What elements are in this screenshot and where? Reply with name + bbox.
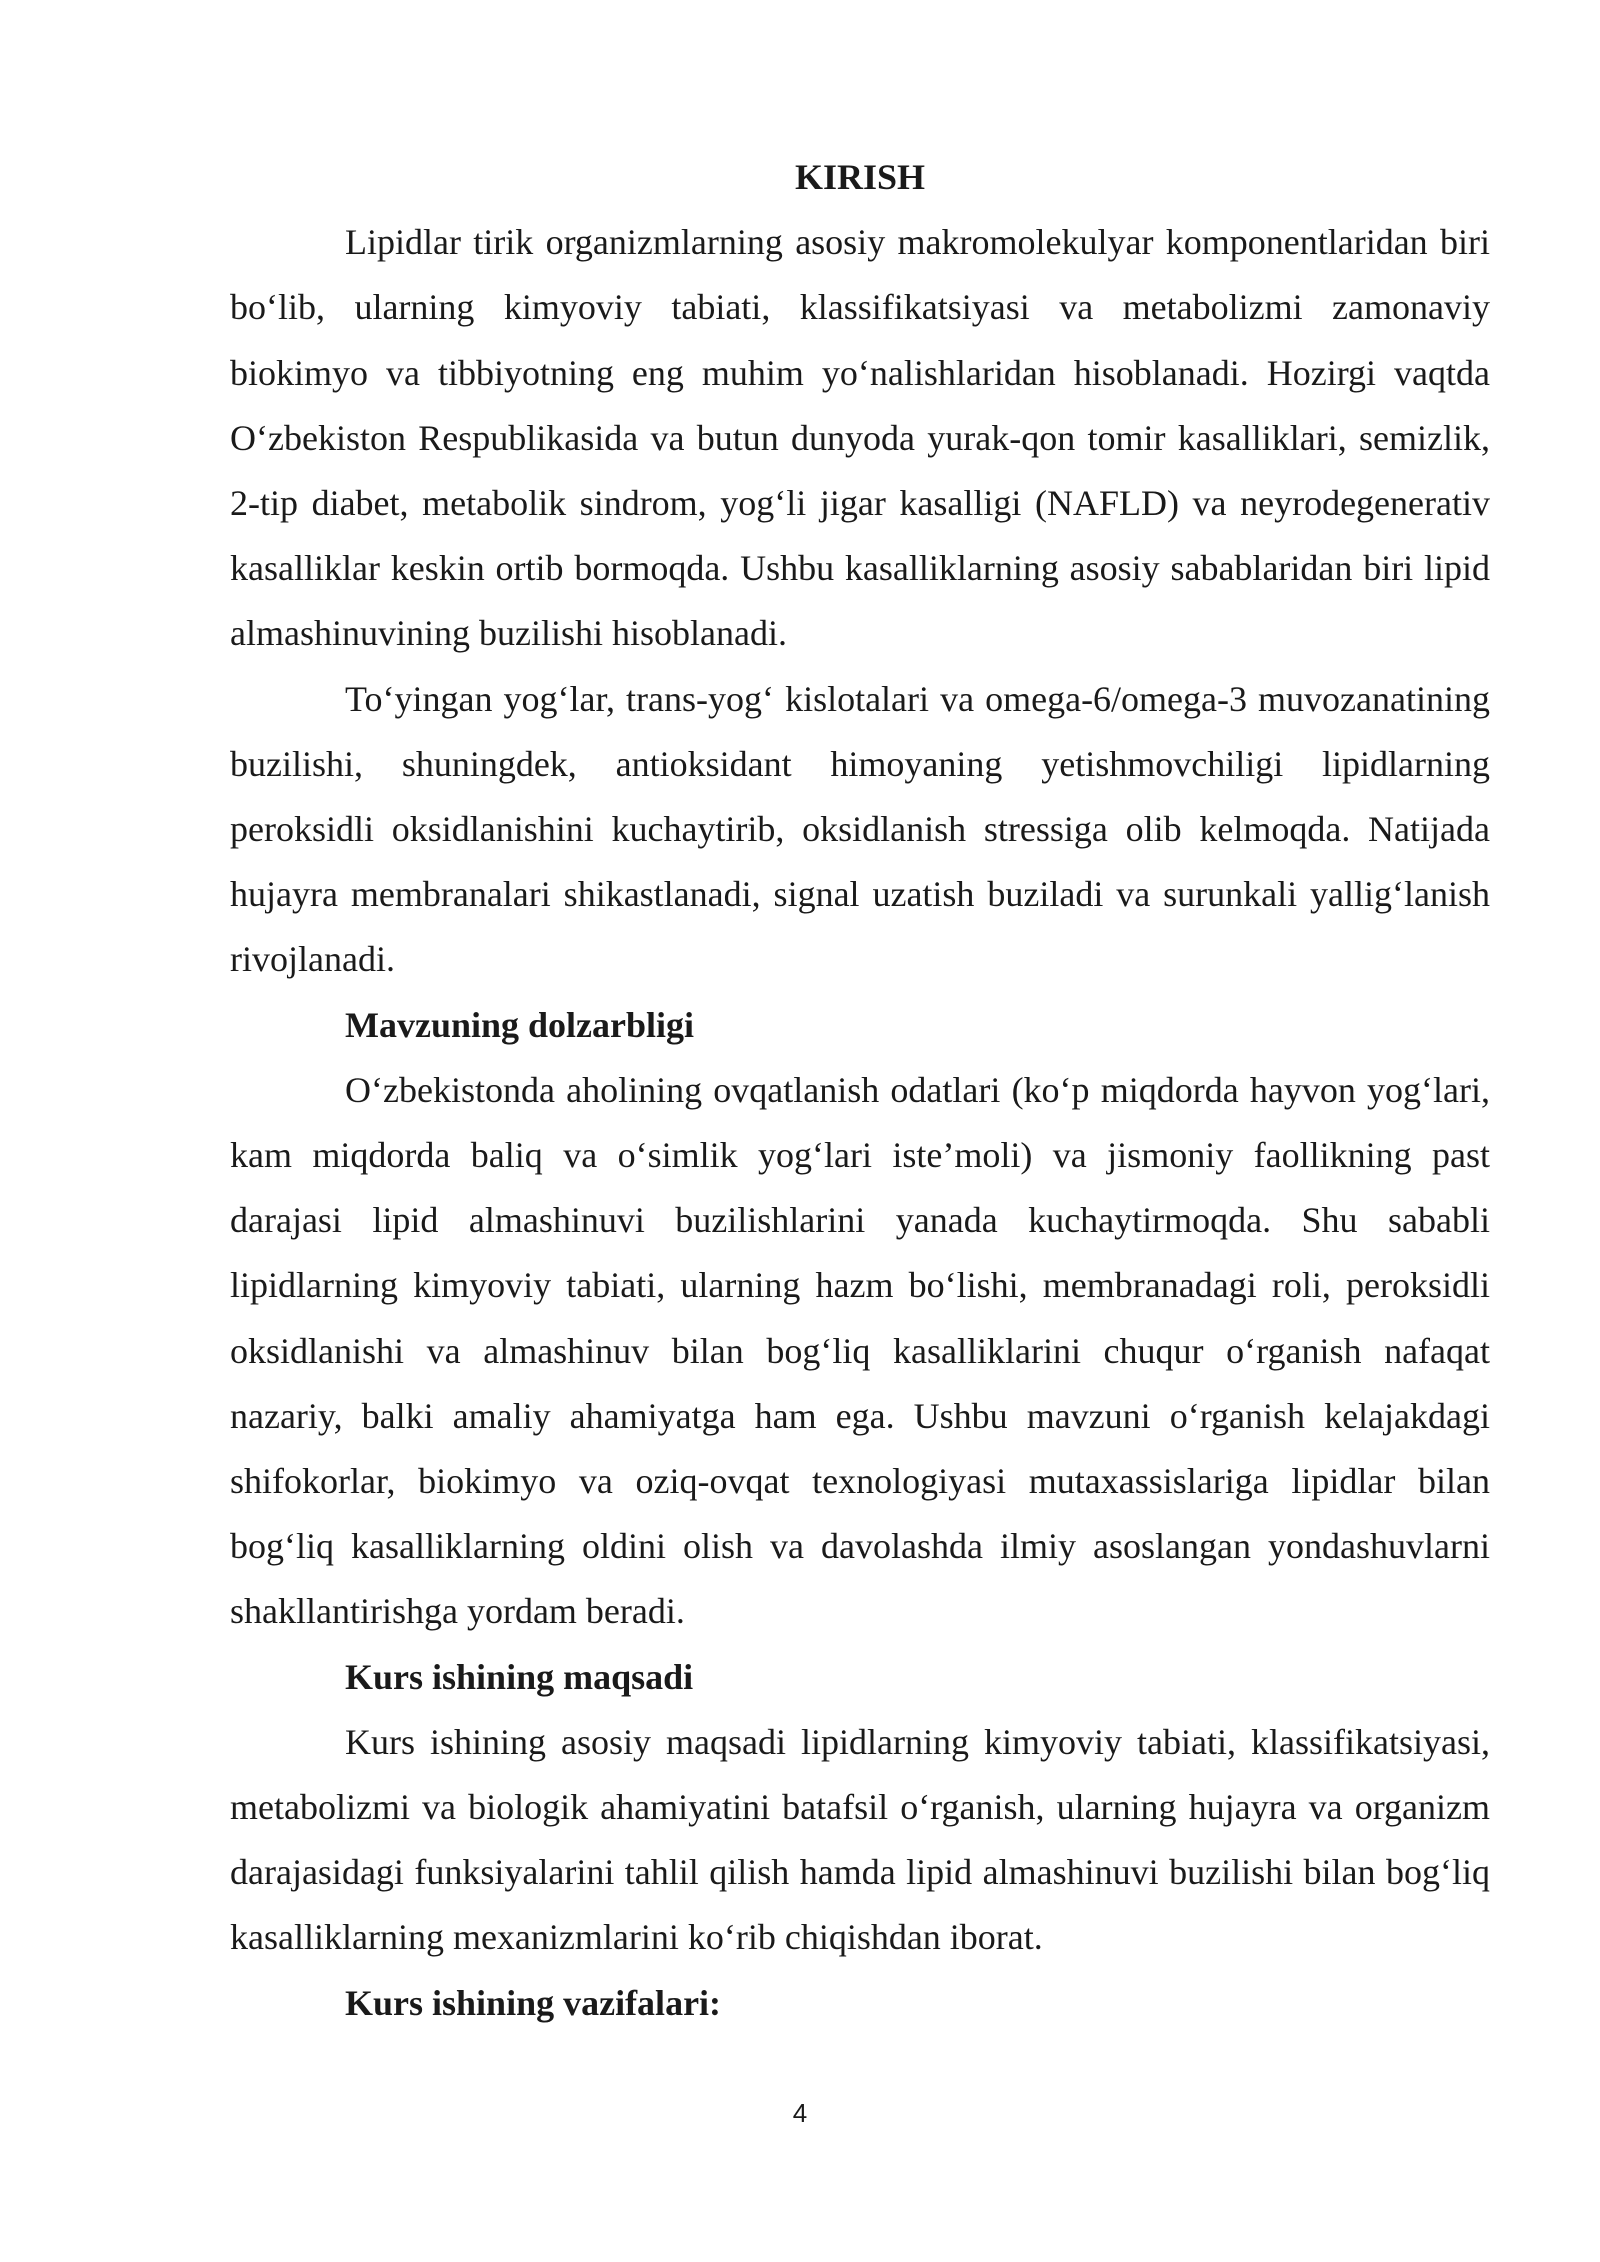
- heading-goal: Kurs ishining maqsadi: [345, 1656, 694, 1697]
- paragraph-goal: Kurs ishining asosiy maqsadi lipidlarning kimyoviy tabiati, klassifikatsiyasi, metabolizmi va biologik ahamiyatini batafsil o‘rganish, ularning hujayra va organizm darajasidagi funksiyalarini tahlil qilish hamda lipid almashinuvi buzilishi bilan bog‘liq kasalliklarning mexanizmlarini ko‘rib chiqishdan iborat.: [230, 1721, 1490, 1958]
- heading-tasks: Kurs ishining vazifalari:: [345, 1982, 722, 2023]
- page-number: 4: [792, 2098, 808, 2128]
- paragraph-intro: Lipidlar tirik organizmlarning asosiy makromolekulyar komponentlaridan biri bo‘lib, ularning kimyoviy tabiati, klassifikatsiyasi va metabolizmi zamonaviy biokimyo va tibbiyotning eng muhim yo‘nalishlaridan hisoblanadi. Hozirgi vaqtda O‘zbekiston Respublikasida va butun dunyoda yurak-qon tomir kasalliklari, semizlik, 2-tip diabet, metabolik sindrom, yog‘li jigar kasalligi (NAFLD) va neyrodegenerativ kasalliklar keskin ortib bormoqda. Ushbu kasalliklarning asosiy sabablaridan biri lipid almashinuvining buzilishi hisoblanadi.: [230, 222, 1490, 654]
- paragraph-fats: To‘yingan yog‘lar, trans-yog‘ kislotalari va omega-6/omega-3 muvozanatining buzilishi, shuningdek, antioksidant himoyaning yetishmovchiligi lipidlarning peroksidli oksidlanishini kuchaytirib, oksidlanish stressiga olib kelmoqda. Natijada hujayra membranalari shikastlanadi, signal uzatish buziladi va surunkali yallig‘lanish rivojlanadi.: [230, 678, 1490, 980]
- section-title: KIRISH: [794, 157, 926, 197]
- page-content: [230, 145, 1490, 2036]
- heading-relevance: Mavzuning dolzarbligi: [345, 1004, 695, 1045]
- paragraph-relevance: O‘zbekistonda aholining ovqatlanish odatlari (ko‘p miqdorda hayvon yog‘lari, kam miqdorda baliq va o‘simlik yog‘lari iste’moli) va jismoniy faollikning past darajasi lipid almashinuvi buzilishlarini yanada kuchaytirmoqda. Shu sababli lipidlarning kimyoviy tabiati, ularning hazm bo‘lishi, membranadagi roli, peroksidli oksidlanishi va almashinuv bilan bog‘liq kasalliklarini chuqur o‘rganish nafaqat nazariy, balki amaliy ahamiyatga ham ega. Ushbu mavzuni o‘rganish kelajakdagi shifokorlar, biokimyo va oziq-ovqat texnologiyasi mutaxassislariga lipidlar bilan bog‘liq kasalliklarning oldini olish va davolashda ilmiy asoslangan yondashuvlarni shakllantirishga yordam beradi.: [230, 1069, 1490, 1632]
